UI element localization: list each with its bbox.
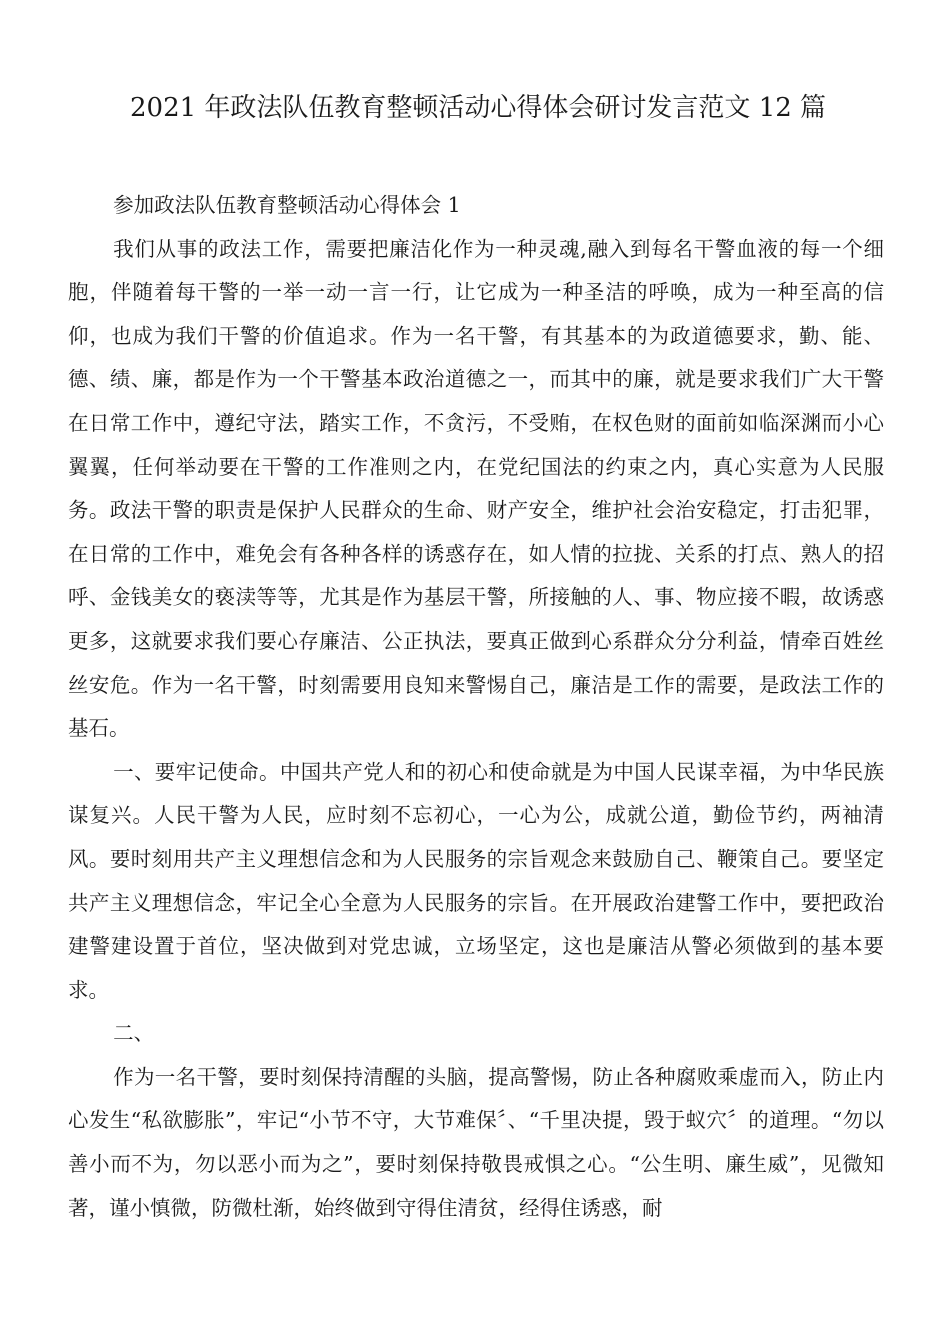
document-body bbox=[68, 184, 884, 1230]
body-paragraph: 我们从事的政法工作，需要把廉洁化作为一种灵魂,融入到每名干警血液的每一个细胞，伴随着每干警的一举一动一言一行，让它成为一种圣洁的呼唤，成为一种至高的信仰，也成为我们干警的价值追求。作为一名干警，有其基本的为政道德要求，勤、能、德、绩、廉，都是作为一个干警基本政治道德之一，而其中的廉，就是要求我们广大干警在日常工作中，遵纪守法，踏实工作，不贪污，不受贿，在权色财的面前如临深渊而小心翼翼，任何举动要在干警的工作准则之内，在党纪国法的约束之内，真心实意为人民服务。政法干警的职责是保护人民群众的生命、财产安全，维护社会治安稳定，打击犯罪，在日常的工作中，难免会有各种各样的诱惑存在，如人情的拉拢、关系的打点、熟人的招呼、金钱美女的亵渎等等，尤其是作为基层干警，所接触的人、事、物应接不暇，故诱惑更多，这就要求我们要心存廉洁、公正执法，要真正做到心系群众分分利益，情牵百姓丝丝安危。作为一名干警，时刻需要用良知来警惕自己，廉洁是工作的需要，是政法工作的基石。 bbox=[68, 236, 884, 741]
section-number: 二、 bbox=[113, 1021, 155, 1046]
document-title: 2021 年政法队伍教育整顿活动心得体会研讨发言范文 12 篇 bbox=[130, 93, 827, 123]
body-paragraph: 一、要牢记使命。中国共产党人和的初心和使命就是为中国人民谋幸福，为中华民族谋复兴。人民干警为人民，应时刻不忘初心，一心为公，成就公道，勤俭节约，两袖清风。要时刻用共产主义理想信念和为人民服务的宗旨观念来鼓励自己、鞭策自己。要坚定共产主义理想信念，牢记全心全意为人民服务的宗旨。在开展政治建警工作中，要把政治建警建设置于首位，坚决做到对党忠诚，立场坚定，这也是廉洁从警必须做到的基本要求。 bbox=[68, 759, 884, 1002]
body-paragraph: 作为一名干警，要时刻保持清醒的头脑，提高警惕，防止各种腐败乘虚而入，防止内心发生“私欲膨胀”，牢记“小节不守，大节难保〞、“千里决提，毁于蚁穴〞的道理。“勿以善小而不为，勿以恶小而为之”，要时刻保持敬畏戒惧之心。“公生明、廉生威”，见微知著，谨小慎微，防微杜渐，始终做到守得住清贫，经得住诱惑，耐 bbox=[68, 1064, 884, 1220]
section-heading: 参加政法队伍教育整顿活动心得体会 1 bbox=[113, 193, 461, 217]
